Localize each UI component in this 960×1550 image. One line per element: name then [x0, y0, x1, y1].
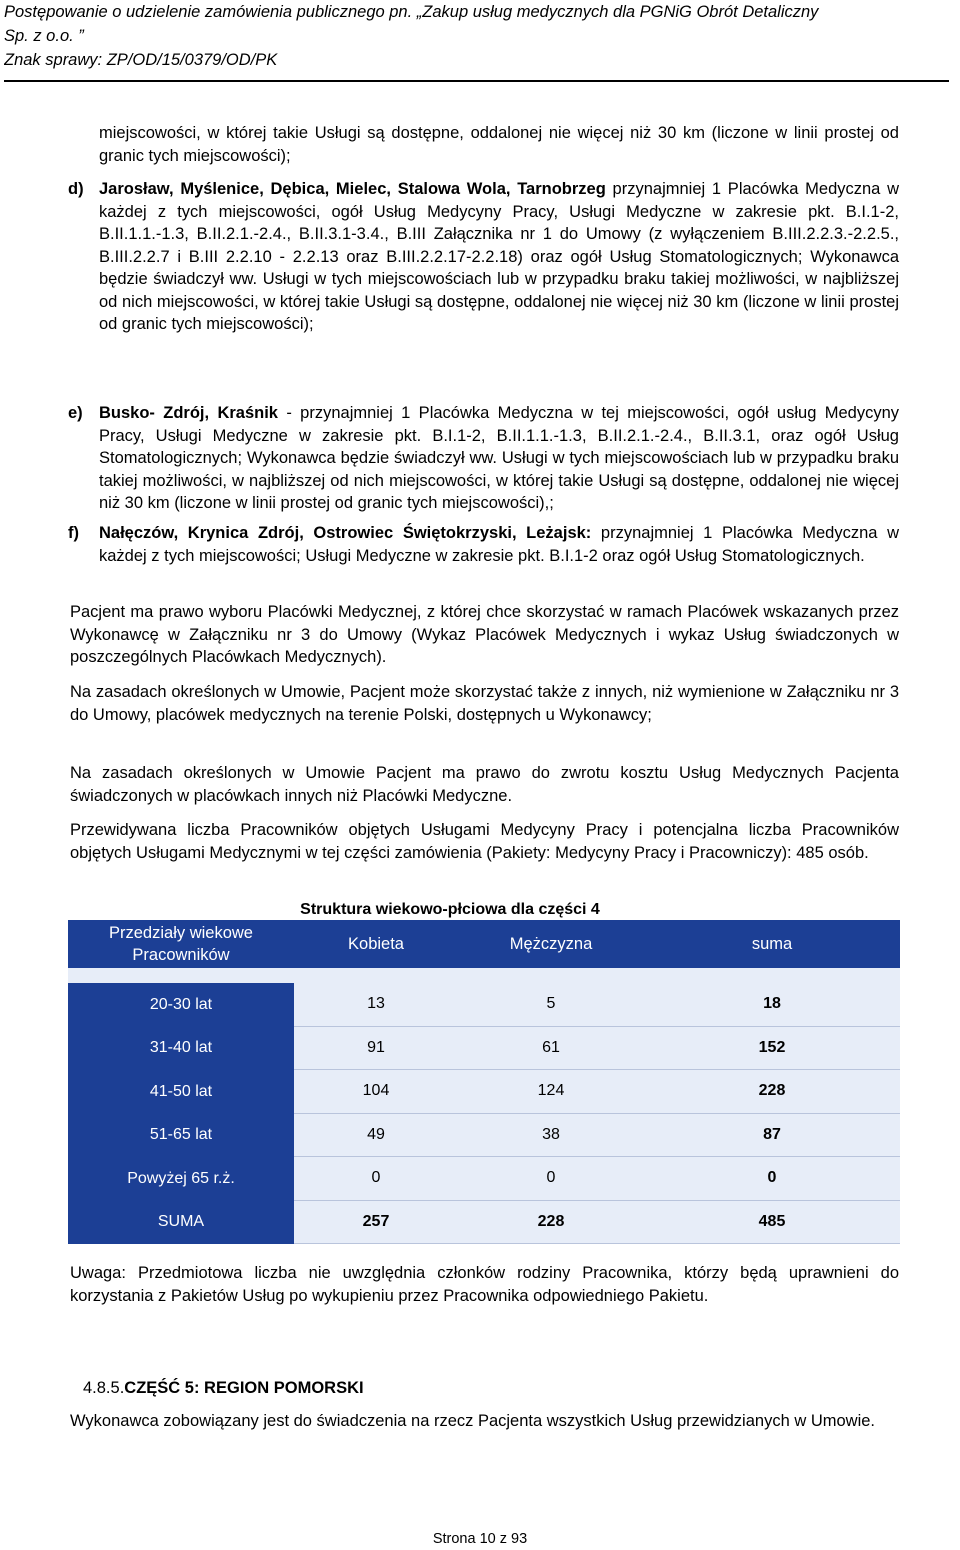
page-footer: Strona 10 z 93	[432, 1531, 528, 1547]
item-f-places: Nałęczów, Krynica Zdrój, Ostrowiec Świętokrzyski, Leżajsk:	[99, 524, 592, 542]
table-note: Uwaga: Przedmiotowa liczba nie uwzględnia członków rodziny Pracownika, którzy będą uprawnieni do korzystania z Pakietów Usług po wykupieniu przez Pracownika odpowiedniego Pakietu.	[70, 1264, 899, 1305]
row-age-range: 51-65 lat	[68, 1114, 294, 1158]
paragraph-employee-count: Przewidywana liczba Pracowników objętych Usługami Medycyny Pracy i potencjalna liczba Pracowników objętych Usługami Medycznymi w tej części zamówienia (Pakiety: Medycyny Pracy i Pracowniczy): 485 osób.	[70, 821, 899, 862]
table-title: Struktura wiekowo-płciowa dla części 4	[300, 901, 600, 918]
row-age-range: 41-50 lat	[68, 1070, 294, 1114]
row-female: 49	[294, 1114, 458, 1158]
section-title: CZĘŚĆ 5: REGION POMORSKI	[124, 1379, 364, 1397]
paragraph-reimbursement: Na zasadach określonych w Umowie Pacjent ma prawo do zwrotu kosztu Usług Medycznych Pacjenta świadczonych w placówkach innych niż Placówki Medyczne.	[70, 764, 899, 805]
header-divider	[4, 80, 949, 82]
table-row	[68, 1157, 900, 1201]
paragraph-obligation: Wykonawca zobowiązany jest do świadczenia na rzecz Pacjenta wszystkich Usług przewidzianych w Umowie.	[70, 1412, 876, 1430]
item-f-body: przynajmniej 1 Placówka Medyczna w każdej z tych miejscowości; Usługi Medyczne w zakresie pkt. B.I.1-2 oraz ogół Usług Stomatologicznych.	[99, 524, 899, 565]
row-male: 124	[458, 1070, 644, 1114]
row-male: 0	[458, 1157, 644, 1201]
intro-paragraph: miejscowości, w której takie Usługi są dostępne, oddalonej nie więcej niż 30 km (liczone w linii prostej od granic tych miejscowości);	[99, 124, 899, 165]
item-e-places: Busko- Zdrój, Kraśnik	[99, 404, 278, 422]
header-line-3: Znak sprawy: ZP/OD/15/0379/OD/PK	[4, 51, 278, 69]
section-heading	[83, 1377, 364, 1400]
item-e-body: - przynajmniej 1 Placówka Medyczna w tej miejscowości, ogół usług Medycyny Pracy, Usługi Medyczne w zakresie pkt. B.I.1-2, B.II.1.1.-1.3, B.II.2.1.-2.4., B.II.3.1, oraz ogół Usług Stomatologicznych; Wykonawca będzie świadczył ww. Usługi w tych miejscowościach lub w przypadku braku takiej możliwości, w najbliższej od nich miejscowości, w której takie Usługi są dostępne, oddalonej nie więcej niż 30 km (liczone w linii prostej od granic tych miejscowości),;	[99, 404, 899, 512]
total-label: SUMA	[68, 1201, 294, 1245]
row-age-range: 20-30 lat	[68, 983, 294, 1027]
item-e-label: e)	[68, 404, 83, 422]
item-d-body: przynajmniej 1 Placówka Medyczna w każdej z tych miejscowości, ogół Usług Medycyny Pracy, Usługi Medyczne w zakresie pkt. B.I.1-2, B.II.1.1.-1.3, B.II.2.1.-2.4., B.II.3.1-3.4., B.III Załącznika nr 1 do Umowy (z wyłączeniem B.III.2.2.3.-2.2.5., B.III.2.2.7 i B.III 2.2.10 - 2.2.13 oraz B.III.2.2.17-2.2.18) oraz ogół Usług Stomatologicznych; Wykonawca będzie świadczył ww. Usługi w tych miejscowościach lub w przypadku braku takiej możliwości, w najbliższej od nich miejscowości, w której takie Usługi są dostępne, oddalonej nie więcej niż 30 km (liczone w linii prostej od granic tych miejscowości);	[99, 180, 900, 333]
row-male: 61	[458, 1027, 644, 1071]
item-d-label: d)	[68, 180, 84, 198]
row-male: 38	[458, 1114, 644, 1158]
total-sum: 485	[644, 1201, 900, 1245]
row-age-range: 31-40 lat	[68, 1027, 294, 1071]
paragraph-patient-choice: Pacjent ma prawo wyboru Placówki Medycznej, z której chce skorzystać w ramach Placówek wskazanych przez Wykonawcę w Załączniku nr 3 do Umowy (Wykaz Placówek Medycznych i wykaz Usług świadczonych w poszczególnych Placówkach Medycznych).	[70, 603, 899, 666]
total-female: 257	[294, 1201, 458, 1245]
row-female: 0	[294, 1157, 458, 1201]
header-line-1: Postępowanie o udzielenie zamówienia publicznego pn. „Zakup usług medycznych dla PGNiG Obrót Detaliczny	[4, 3, 819, 21]
table-row	[68, 1027, 900, 1071]
row-sum: 152	[644, 1027, 900, 1071]
table-header-row	[68, 920, 900, 968]
paragraph-other-facilities: Na zasadach określonych w Umowie, Pacjent może skorzystać także z innych, niż wymienione w Załączniku nr 3 do Umowy, placówek medycznych na terenie Polski, dostępnych u Wykonawcy;	[70, 683, 899, 724]
header-line-2: Sp. z o.o. ”	[4, 27, 84, 45]
table-spacer	[68, 968, 900, 983]
table-body	[68, 983, 900, 1244]
table-row	[68, 1114, 900, 1158]
item-d-text	[99, 178, 899, 336]
row-age-range: Powyżej 65 r.ż.	[68, 1157, 294, 1201]
header-total: suma	[751, 935, 793, 953]
row-sum: 87	[644, 1114, 900, 1158]
table-row	[68, 983, 900, 1027]
table-row	[68, 1070, 900, 1114]
header-female: Kobieta	[348, 935, 404, 953]
item-e-text	[99, 402, 899, 515]
row-sum: 228	[644, 1070, 900, 1114]
age-gender-table	[68, 920, 900, 1244]
row-female: 104	[294, 1070, 458, 1114]
row-sum: 0	[644, 1157, 900, 1201]
row-male: 5	[458, 983, 644, 1027]
row-female: 13	[294, 983, 458, 1027]
page-header	[4, 0, 954, 82]
section-number: 4.8.5.	[83, 1379, 125, 1397]
item-d-places: Jarosław, Myślenice, Dębica, Mielec, Stalowa Wola, Tarnobrzeg	[99, 180, 606, 198]
header-age-ranges: Przedziały wiekowe Pracowników	[109, 924, 253, 964]
table-total-row	[68, 1201, 900, 1245]
row-female: 91	[294, 1027, 458, 1071]
row-sum: 18	[644, 983, 900, 1027]
item-f-text	[99, 522, 899, 567]
total-male: 228	[458, 1201, 644, 1245]
header-male: Mężczyzna	[509, 935, 593, 953]
item-f-label: f)	[68, 524, 79, 542]
